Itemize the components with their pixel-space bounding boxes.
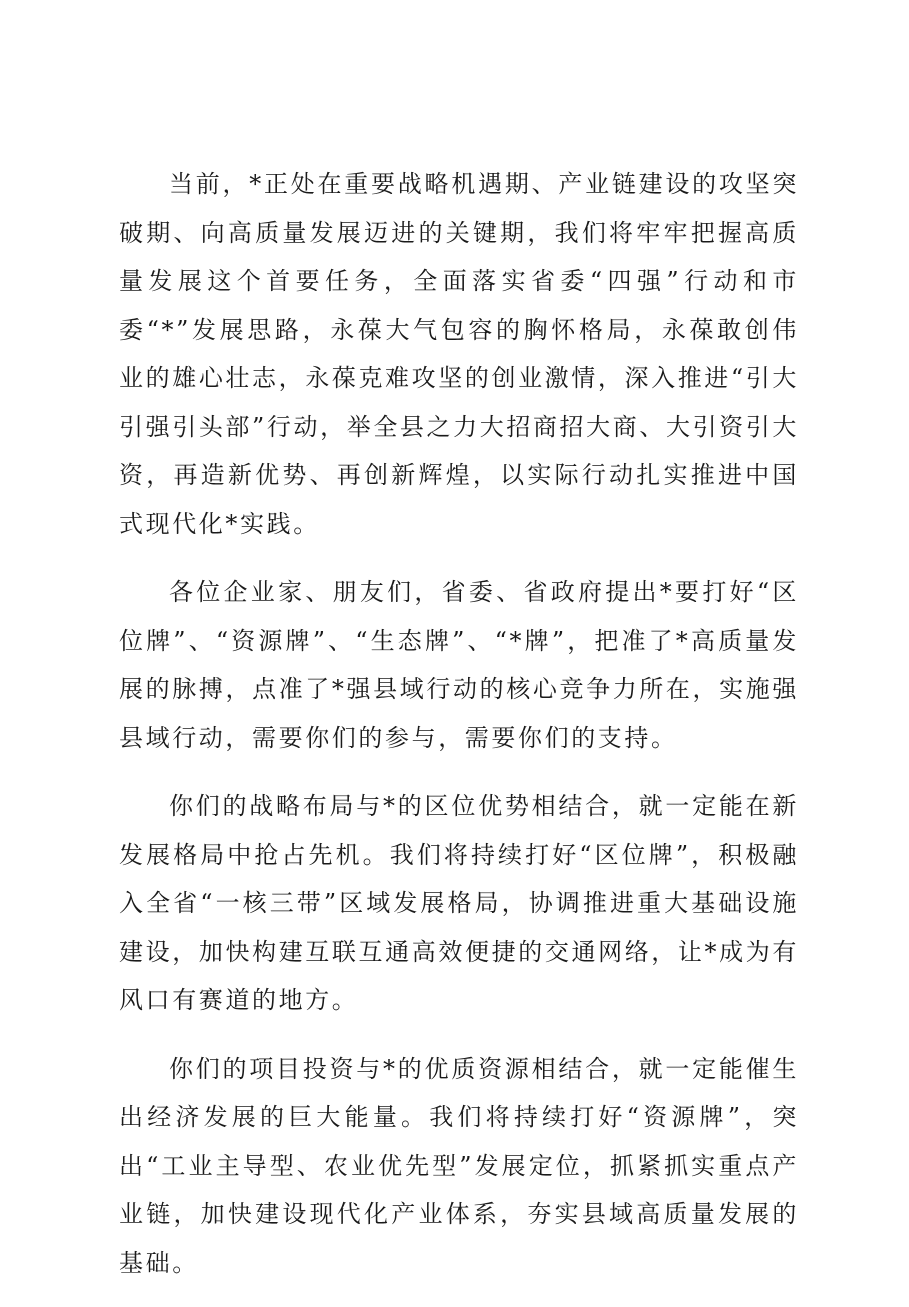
document-body <box>119 160 799 1307</box>
paragraph-3: 你们的战略布局与*的区位优势相结合，就一定能在新发展格局中抢占先机。我们将持续打好“区位牌”，积极融入全省“一核三带”区域发展格局，协调推进重大基础设施建设，加快构建互联互通高效便捷的交通网络，让*成为有风口有赛道的地方。 <box>119 792 799 1014</box>
paragraph-4: 你们的项目投资与*的优质资源相结合，就一定能催生出经济发展的巨大能量。我们将持续打好“资源牌”，突出“工业主导型、农业优先型”发展定位，抓紧抓实重点产业链，加快建设现代化产业体系，夯实县域高质量发展的基础。 <box>119 1054 799 1277</box>
paragraph-2: 各位企业家、朋友们，省委、省政府提出*要打好“区位牌”、“资源牌”、“生态牌”、“*牌”，把准了*高质量发展的脉搏，点准了*强县域行动的核心竞争力所在，实施强县域行动，需要你们的参与，需要你们的支持。 <box>119 578 799 752</box>
paragraph-1: 当前，*正处在重要战略机遇期、产业链建设的攻坚突破期、向高质量发展迈进的关键期，我们将牢牢把握高质量发展这个首要任务，全面落实省委“四强”行动和市委“*”发展思路，永葆大气包容的胸怀格局，永葆敢创伟业的雄心壮志，永葆克难攻坚的创业激情，深入推进“引大引强引头部”行动，举全县之力大招商招大商、大引资引大资，再造新优势、再创新辉煌，以实际行动扎实推进中国式现代化*实践。 <box>119 170 799 538</box>
